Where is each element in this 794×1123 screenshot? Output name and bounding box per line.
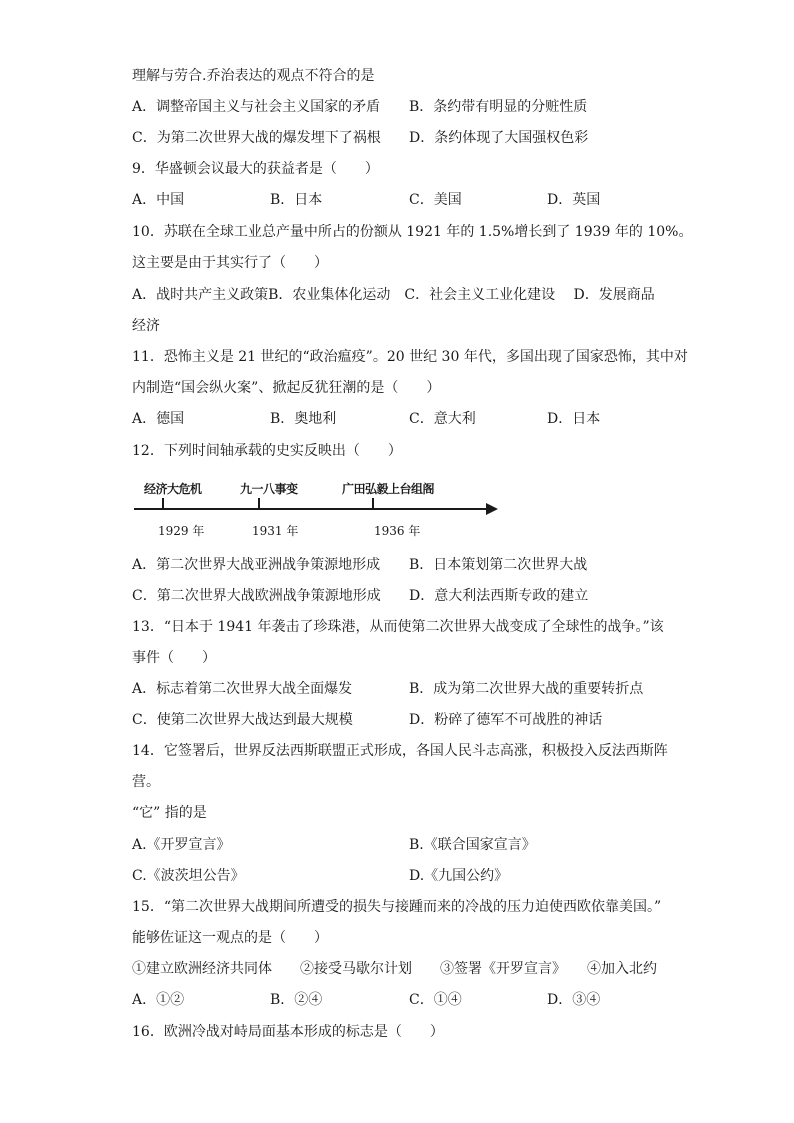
q9-option-b[interactable]: B．日本: [270, 192, 323, 208]
q9-option-d[interactable]: D．英国: [547, 192, 601, 208]
q10-stem-line2: 这主要是由于其实行了（ ）: [132, 255, 328, 271]
q14-option-c[interactable]: C.《波茨坦公告》: [132, 868, 245, 884]
q14-stem-line2: 营。: [132, 774, 160, 790]
q14-option-d[interactable]: D.《九国公约》: [409, 868, 509, 884]
q12-stem: 12．下列时间轴承载的史实反映出（ ）: [132, 443, 402, 459]
timeline-tick-3: [372, 498, 374, 508]
timeline-figure: [132, 472, 502, 544]
q8-option-d[interactable]: D．条约体现了大国强权色彩: [409, 130, 589, 146]
q11-option-c[interactable]: C．意大利: [409, 411, 476, 427]
q15-option-b[interactable]: B．②④: [270, 992, 323, 1008]
q15-statements: ①建立欧洲经济共同体 ②接受马歇尔计划 ③签署《开罗宣言》 ④加入北约: [132, 961, 657, 977]
q12-option-b[interactable]: B．日本策划第二次世界大战: [409, 557, 588, 573]
q15-option-a[interactable]: A．①②: [132, 992, 185, 1008]
timeline-year-2: 1931 年: [252, 524, 299, 538]
timeline-event-2: 九一八事变: [240, 482, 298, 496]
q14-option-a[interactable]: A.《开罗宣言》: [132, 837, 231, 853]
q11-stem-line2: 内制造“国会纵火案”、掀起反犹狂潮的是（ ）: [132, 380, 441, 396]
q13-option-a[interactable]: A．标志着第二次世界大战全面爆发: [132, 681, 353, 697]
q12-option-d[interactable]: D．意大利法西斯专政的建立: [409, 588, 589, 604]
q10-options[interactable]: A．战时共产主义政策B．农业集体化运动 C．社会主义工业化建设 D．发展商品: [132, 287, 655, 303]
timeline-arrow: [486, 503, 498, 515]
timeline-year-1: 1929 年: [158, 524, 205, 538]
q15-stem-line2: 能够佐证这一观点的是（ ）: [132, 930, 328, 946]
q14-stem-line1: 14．它签署后，世界反法西斯联盟正式形成，各国人民斗志高涨，积极投入反法西斯阵: [132, 743, 668, 759]
q10-options-wrap: 经济: [132, 318, 160, 334]
q15-option-c[interactable]: C．①④: [409, 992, 462, 1008]
q13-option-b[interactable]: B．成为第二次世界大战的重要转折点: [409, 681, 644, 697]
q14-stem-line3: “它” 指的是: [132, 805, 207, 821]
q8-option-c[interactable]: C．为第二次世界大战的爆发埋下了祸根: [132, 130, 381, 146]
q12-option-c[interactable]: C．第二次世界大战欧洲战争策源地形成: [132, 588, 381, 604]
timeline-tick-2: [258, 498, 260, 508]
timeline-axis: [134, 508, 489, 510]
q15-stem-line1: 15．“第二次世界大战期间所遭受的损失与接踵而来的冷战的压力迫使西欧依靠美国。”: [132, 899, 662, 915]
timeline-event-1: 经济大危机: [144, 482, 202, 496]
q13-option-d[interactable]: D．粉碎了德军不可战胜的神话: [409, 712, 603, 728]
q9-stem: 9．华盛顿会议最大的获益者是（ ）: [132, 161, 379, 177]
q11-stem-line1: 11．恐怖主义是 21 世纪的“政治瘟疫”。20 世纪 30 年代，多国出现了国家恐怖，其中对: [132, 349, 688, 365]
q9-option-a[interactable]: A．中国: [132, 192, 185, 208]
q13-stem-line1: 13．“日本于 1941 年袭击了珍珠港，从而使第二次世界大战变成了全球性的战争。”该: [132, 619, 664, 635]
q10-stem-line1: 10．苏联在全球工业总产量中所占的份额从 1921 年的 1.5%增长到了 1939 年的 10%。: [132, 224, 693, 240]
q11-option-d[interactable]: D．日本: [547, 411, 601, 427]
timeline-year-3: 1936 年: [374, 524, 421, 538]
q8-stem-tail: 理解与劳合.乔治表达的观点不符合的是: [132, 68, 375, 84]
q13-stem-line2: 事件（ ）: [132, 650, 216, 666]
q12-option-a[interactable]: A．第二次世界大战亚洲战争策源地形成: [132, 557, 381, 573]
timeline-event-3: 广田弘毅上台组阁: [342, 482, 435, 496]
q8-option-a[interactable]: A．调整帝国主义与社会主义国家的矛盾: [132, 99, 381, 115]
q11-option-a[interactable]: A．德国: [132, 411, 185, 427]
q8-option-b[interactable]: B．条约带有明显的分赃性质: [409, 99, 588, 115]
q13-option-c[interactable]: C．使第二次世界大战达到最大规模: [132, 712, 353, 728]
q16-stem: 16．欧洲冷战对峙局面基本形成的标志是（ ）: [132, 1024, 444, 1040]
q9-option-c[interactable]: C．美国: [409, 192, 462, 208]
q11-option-b[interactable]: B．奥地利: [270, 411, 337, 427]
timeline-tick-1: [162, 498, 164, 508]
q15-option-d[interactable]: D．③④: [547, 992, 601, 1008]
q14-option-b[interactable]: B.《联合国家宣言》: [409, 837, 536, 853]
